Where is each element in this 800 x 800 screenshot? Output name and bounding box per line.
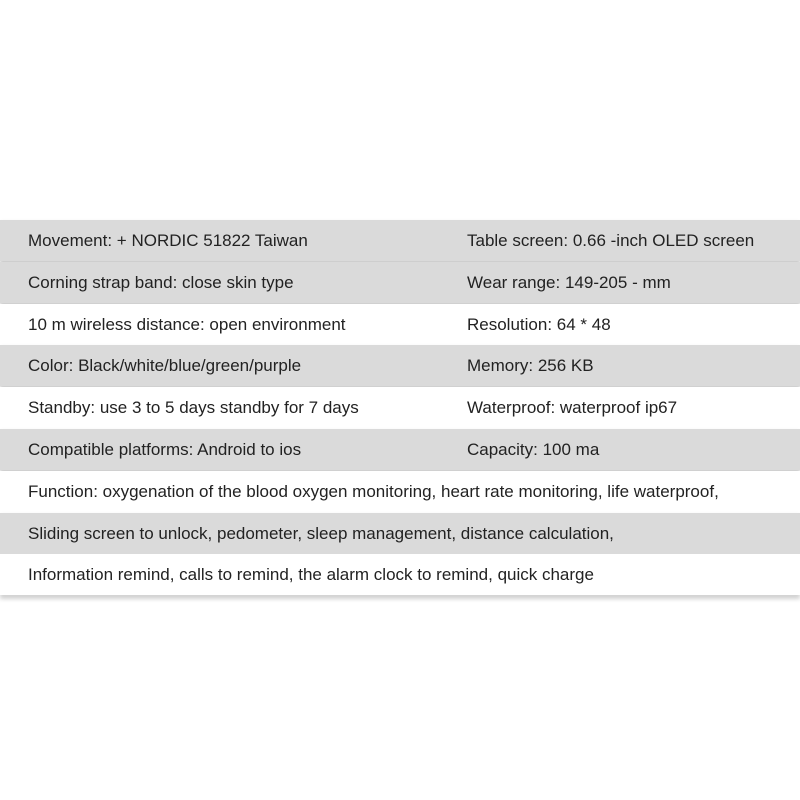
spec-wear-range: Wear range: 149-205 - mm <box>467 272 671 292</box>
spec-memory: Memory: 256 KB <box>467 356 594 376</box>
spec-row-strap <box>0 262 800 303</box>
spec-wireless-distance: 10 m wireless distance: open environment <box>28 314 346 334</box>
spec-resolution: Resolution: 64 * 48 <box>467 314 611 334</box>
spec-row-standby <box>0 387 800 428</box>
spec-strap-band: Corning strap band: close skin type <box>28 272 294 292</box>
spec-row-function-3 <box>0 554 800 595</box>
spec-row-wireless <box>0 304 800 345</box>
spec-row-function-2 <box>0 513 800 554</box>
spec-row-function-1 <box>0 471 800 512</box>
spec-capacity: Capacity: 100 ma <box>467 439 600 459</box>
spec-table-screen: Table screen: 0.66 -inch OLED screen <box>467 231 755 250</box>
spec-function-line-3: Information remind, calls to remind, the alarm clock to remind, quick charge <box>28 565 594 585</box>
spec-waterproof: Waterproof: waterproof ip67 <box>467 398 678 418</box>
spec-function-line-1: Function: oxygenation of the blood oxygen monitoring, heart rate monitoring, life waterproof, <box>28 481 719 501</box>
spec-color: Color: Black/white/blue/green/purple <box>28 356 302 376</box>
spec-sheet <box>0 220 800 596</box>
spec-row-platforms <box>0 429 800 470</box>
spec-standby: Standby: use 3 to 5 days standby for 7 days <box>28 398 359 418</box>
spec-row-movement <box>0 220 800 261</box>
spec-function-line-2: Sliding screen to unlock, pedometer, sleep management, distance calculation, <box>28 523 614 543</box>
spec-movement: Movement: + NORDIC 51822 Taiwan <box>28 231 308 250</box>
spec-row-color <box>0 345 800 386</box>
spec-compatible-platforms: Compatible platforms: Android to ios <box>28 439 302 459</box>
